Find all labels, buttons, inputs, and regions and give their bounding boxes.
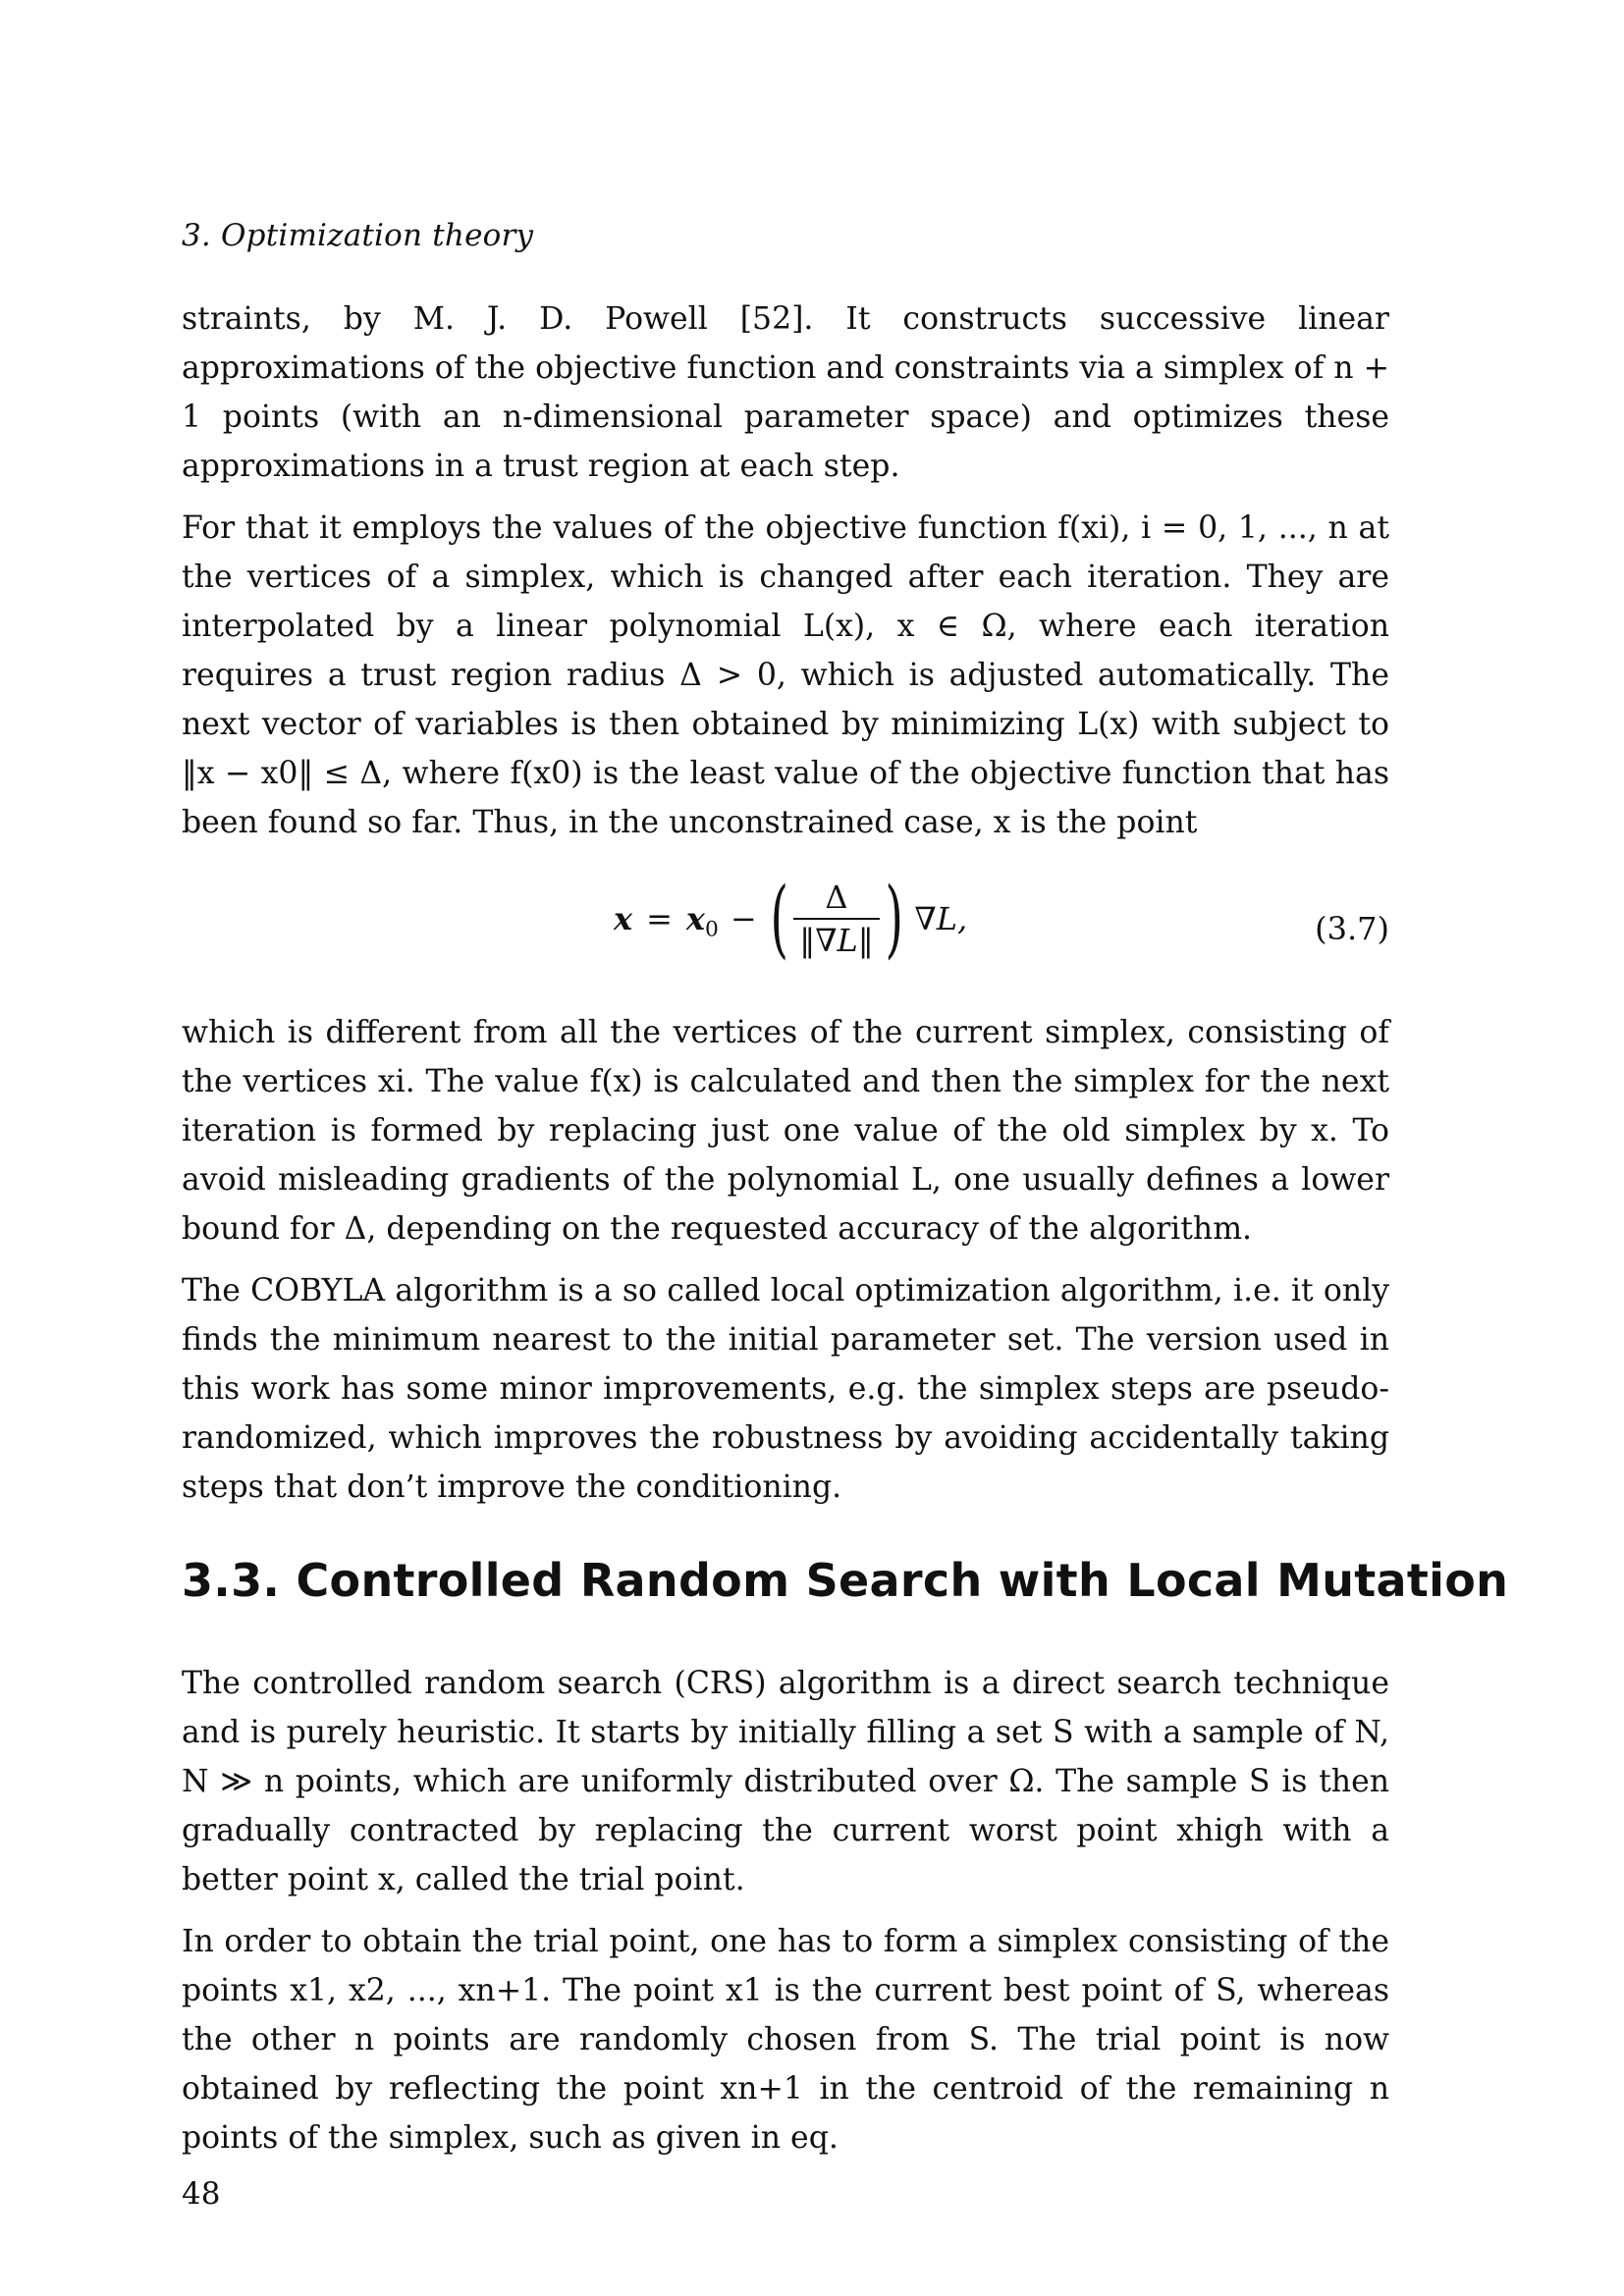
eq-left-paren: ( [770,870,788,968]
eq-fraction [793,877,880,961]
eq-tail: ∇L, [914,900,968,937]
eq-denominator: ‖∇L‖ [799,922,874,959]
page-number: 48 [182,2176,221,2212]
eq-x0: $x_0$ [685,900,719,942]
paragraph-4: The COBYLA algorithm is a so called local optimization algorithm, i.e. it only finds the minimum nearest to the initial parameter set. The version used in this work has some minor improvements, e.g. the simplex steps are pseudo-randomized, which improves the robustness by avoiding accidentally taking steps that don’t improve the conditioning. [182,1273,1389,1505]
equation-3-7 [182,869,1389,985]
paragraph-5: The controlled random search (CRS) algorithm is a direct search technique and is purely heuristic. It starts by initially filling a set S with a sample of N, N ≫ n points, which are uniformly distributed over Ω. The sample S is then gradually contracted by replacing the current worst point xhigh with a better point x, called the trial point. [182,1666,1389,1897]
paragraph-3: which is different from all the vertices of the current simplex, consisting of the vertices xi. The value f(x) is calculated and then the simplex for the next iteration is formed by replacing just one value of the old simplex by x. To avoid misleading gradients of the polynomial L, one usually defines a lower bound for Δ, depending on the requested accuracy of the algorithm. [182,1015,1389,1247]
running-head: 3. Optimization theory [182,218,534,253]
paragraph-6: In order to obtain the trial point, one has to form a simplex consisting of the points x1, x2, ..., xn+1. The point x1 is the current best point of S, whereas the other n points are randomly chosen from S. The trial point is now obtained by reflecting the point xn+1 in the centroid of the remaining n points of the simplex, such as given in eq. [182,1924,1389,2156]
eq-numerator: Δ [825,879,848,916]
eq-equals: = [646,900,673,937]
body-text-top [182,294,1389,1524]
equation-number: (3.7) [1315,910,1389,947]
equation-body [614,870,968,968]
eq-minus: − [730,900,757,937]
section-heading: 3.3. Controlled Random Search with Local Mutation [182,1554,1509,1607]
paragraph-2: For that it employs the values of the objective function f(xi), i = 0, 1, ..., n at the vertices of a simplex, which is changed after each iteration. They are interpolated by a linear polynomial L(x), x ∈ Ω, where each iteration requires a trust region radius Δ > 0, which is adjusted automatically. The next vector of variables is then obtained by minimizing L(x) with subject to ‖x − x0‖ ≤ Δ, where f(x0) is the least value of the objective function that has been found so far. Thus, in the unconstrained case, x is the point [182,510,1389,840]
body-text-bottom [182,1659,1389,2175]
eq-right-paren: ) [885,870,903,968]
eq-lhs: x [614,900,633,937]
paragraph-1: straints, by M. J. D. Powell [52]. It constructs successive linear approximations of the objective function and constraints via a simplex of n + 1 points (with an n-dimensional parameter space) and optimizes these approximations in a trust region at each step. [182,301,1389,484]
